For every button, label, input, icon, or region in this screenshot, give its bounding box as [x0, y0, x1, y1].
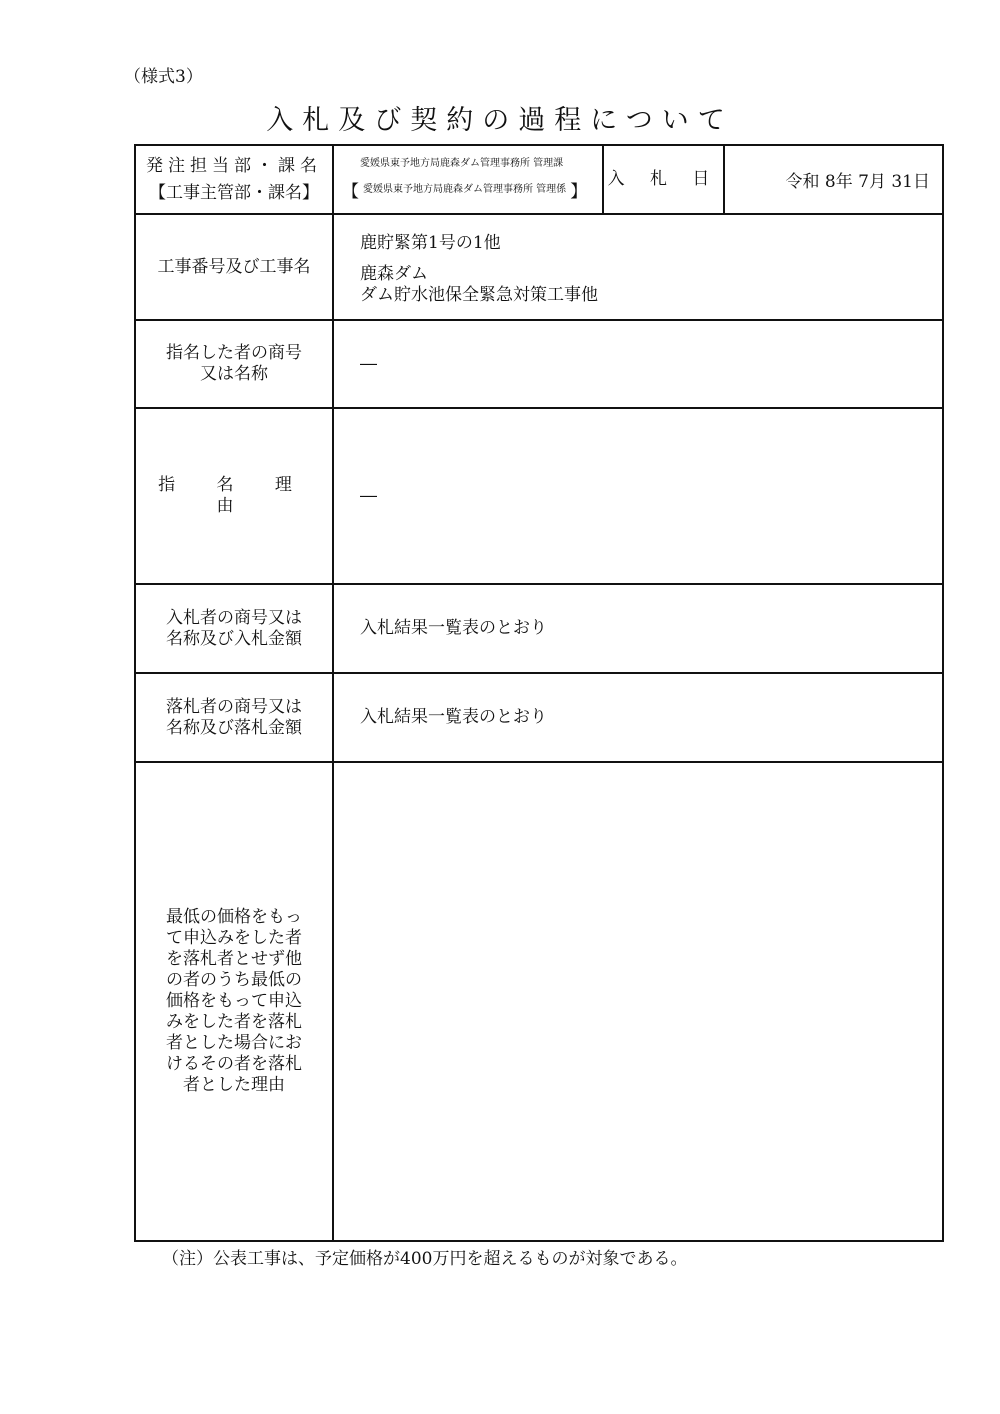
- work-value-cell: [334, 215, 942, 319]
- dept-label: 発注担当部・課名: [146, 155, 322, 176]
- bidders-value: 入札結果一覧表のとおり: [360, 618, 547, 638]
- work-name-detail: ダム貯水池保全緊急対策工事他: [360, 285, 598, 305]
- dept-label-cell: [136, 146, 332, 213]
- non-lowest-reason-value-cell: [334, 763, 942, 1240]
- bracket-open: 【: [342, 182, 359, 202]
- dept-value-alt: 愛媛県東予地方局鹿森ダム管理事務所 管理係: [363, 183, 567, 195]
- dept-value-alt-wrap: [342, 177, 587, 202]
- work-label: 工事番号及び工事名: [157, 256, 311, 277]
- work-name: 鹿森ダム: [360, 264, 428, 284]
- nomination-reason-label-cell: [136, 409, 332, 583]
- nominee-label-cell: [136, 321, 332, 407]
- bid-date-label: 入 札 日: [607, 169, 720, 189]
- winner-label-cont: 名称及び落札金額: [166, 717, 302, 738]
- nominee-value: ―: [360, 353, 377, 374]
- bidders-label-cell: [136, 585, 332, 672]
- document-title: 入札及び契約の過程について: [266, 105, 734, 136]
- bid-date-value-cell: [725, 146, 942, 213]
- non-lowest-reason-label: 最低の価格をもっ て申込みをした者 を落札者とせず他 の者のうち最低の 価格をもって申込 みをした者を落札 者とした場合にお けるその者を落札 者とした理由: [166, 907, 302, 1095]
- work-label-cell: [136, 215, 332, 319]
- dept-value-cell: [334, 146, 602, 213]
- nomination-reason-label: 指 名 理 由: [158, 475, 310, 516]
- winner-label-cell: [136, 674, 332, 761]
- bracket-close: 】: [570, 182, 588, 202]
- bidders-value-cell: [334, 585, 942, 672]
- footnote: （注）公表工事は、予定価格が400万円を超えるものが対象である。: [162, 1249, 688, 1269]
- nominee-label-cont: 又は名称: [200, 364, 268, 384]
- bidders-label-cont: 名称及び入札金額: [166, 628, 302, 649]
- nominee-label: 指名した者の商号: [166, 343, 302, 363]
- winner-label: 落札者の商号又は: [166, 696, 302, 717]
- process-table: [134, 144, 944, 1242]
- bidders-label: 入札者の商号又は: [166, 607, 302, 628]
- bid-date-label-cell: [604, 146, 723, 213]
- form-number: （様式3）: [124, 67, 203, 87]
- nomination-reason-value-cell: [334, 409, 942, 583]
- dept-label-alt: 【工事主管部・課名】: [149, 182, 319, 203]
- nomination-reason-value: ―: [360, 485, 377, 506]
- work-number: 鹿貯緊第1号の1他: [360, 233, 501, 253]
- winner-value-cell: [334, 674, 942, 761]
- nominee-value-cell: [334, 321, 942, 407]
- dept-value: 愛媛県東予地方局鹿森ダム管理事務所 管理課: [360, 158, 564, 169]
- bid-date-value: 令和 8年 7月 31日: [785, 172, 930, 192]
- winner-value: 入札結果一覧表のとおり: [360, 707, 547, 727]
- non-lowest-reason-label-cell: [136, 763, 332, 1240]
